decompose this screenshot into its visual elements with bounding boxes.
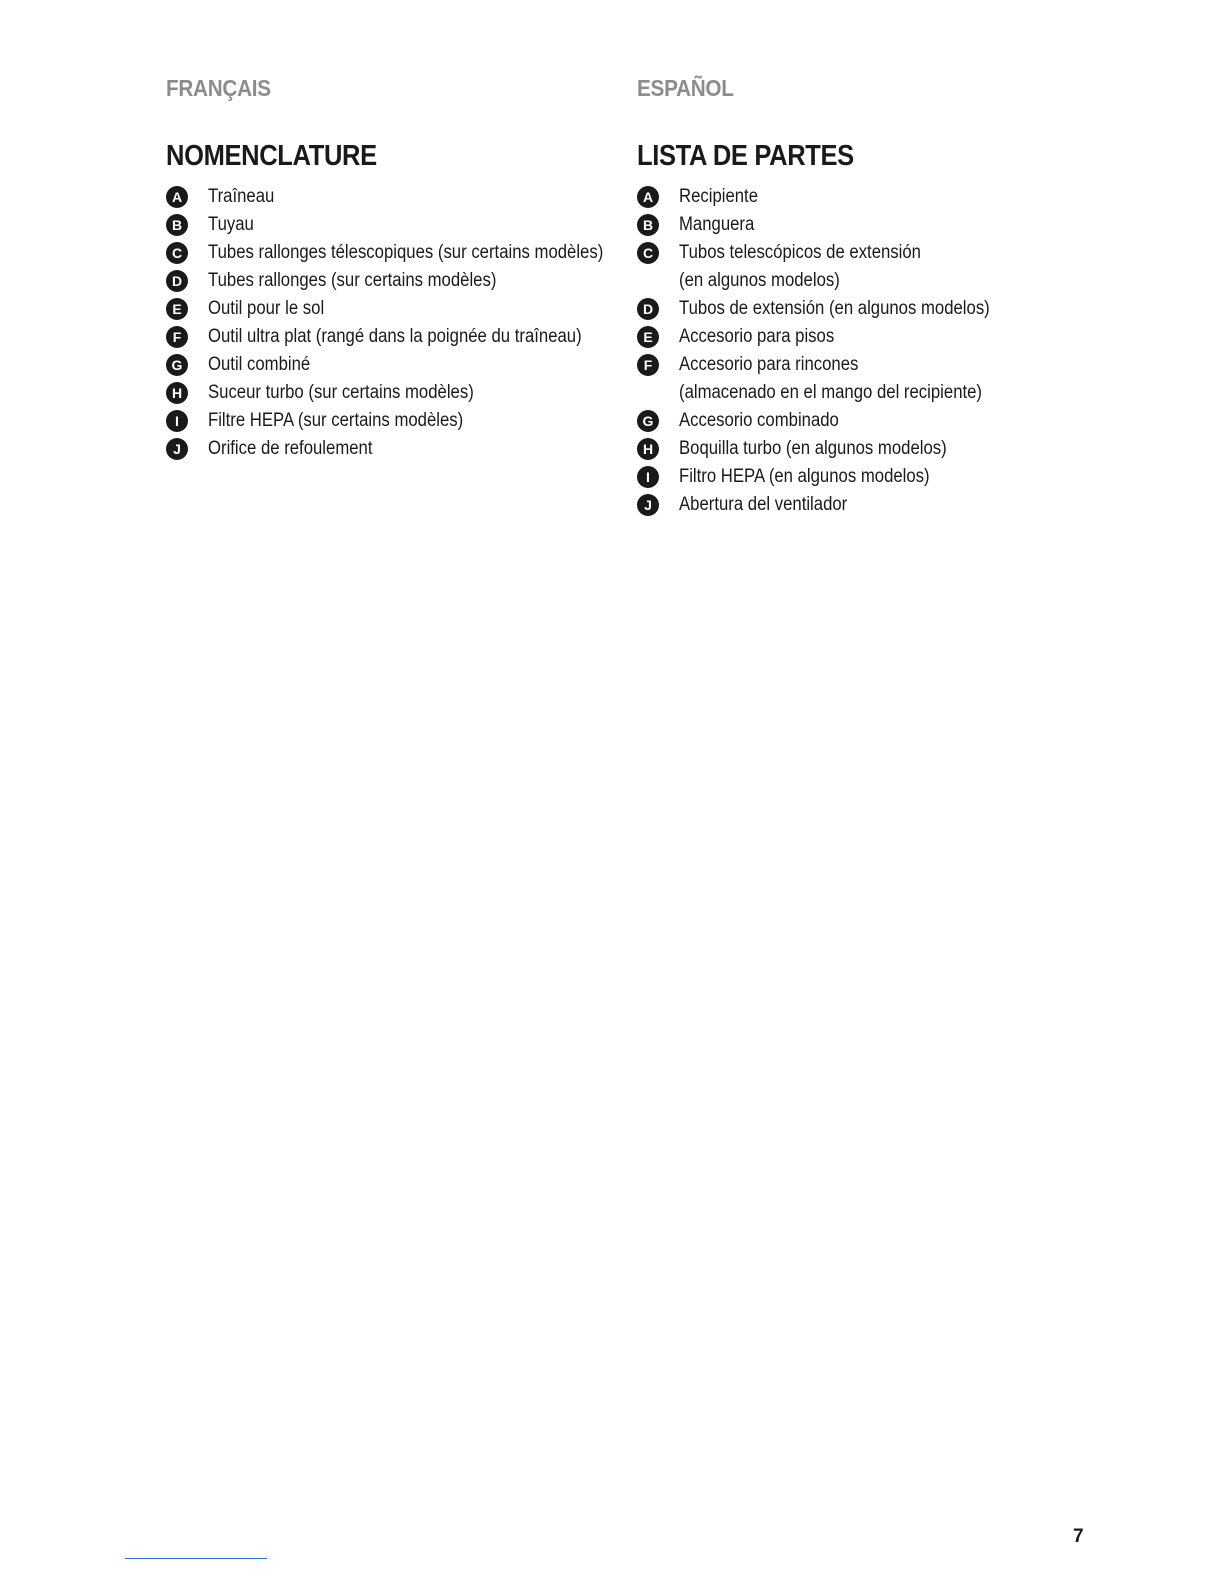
letter-badge-icon: J <box>166 438 188 460</box>
part-item-a <box>637 183 1107 211</box>
part-label-line: Boquilla turbo (en algunos modelos) <box>679 438 947 459</box>
part-label-line: Manguera <box>679 214 755 235</box>
part-label-line: (en algunos modelos) <box>679 270 840 291</box>
letter-badge-icon: I <box>637 466 659 488</box>
letter-badge-icon: G <box>166 354 188 376</box>
language-label-french: FRANÇAIS <box>166 75 271 101</box>
part-item-b <box>637 211 1107 239</box>
part-label-line: Tubos telescópicos de extensión <box>679 242 921 263</box>
part-label <box>208 379 474 407</box>
letter-badge-icon: C <box>166 242 188 264</box>
part-label-line: Filtro HEPA (en algunos modelos) <box>679 466 930 487</box>
part-label-line: Traîneau <box>208 186 275 207</box>
part-label-line: Outil combiné <box>208 354 311 375</box>
french-column <box>166 74 621 463</box>
part-item-j <box>166 435 621 463</box>
part-item-j <box>637 491 1107 519</box>
part-label-line: Orifice de refoulement <box>208 438 373 459</box>
letter-badge-icon: B <box>166 214 188 236</box>
part-label-line: Recipiente <box>679 186 759 207</box>
part-label <box>679 323 834 351</box>
part-label-line: Tubes rallonges (sur certains modèles) <box>208 270 497 291</box>
part-label-line: Accesorio combinado <box>679 410 839 431</box>
part-label <box>679 239 921 295</box>
letter-badge-icon: I <box>166 410 188 432</box>
part-label <box>679 435 947 463</box>
part-label <box>208 183 274 211</box>
part-item-b <box>166 211 621 239</box>
part-label-line: Abertura del ventilador <box>679 494 848 515</box>
part-label-line: Suceur turbo (sur certains modèles) <box>208 382 474 403</box>
part-item-i <box>166 407 621 435</box>
part-label <box>679 351 982 407</box>
page-number: 7 <box>1073 1526 1084 1547</box>
letter-badge-icon: F <box>166 326 188 348</box>
letter-badge-icon: C <box>637 242 659 264</box>
part-label <box>208 323 582 351</box>
part-label <box>679 295 990 323</box>
part-label-line: Tuyau <box>208 214 254 235</box>
part-label <box>208 267 496 295</box>
part-item-h <box>166 379 621 407</box>
spanish-column <box>637 74 1107 519</box>
part-item-f <box>637 351 1107 407</box>
parts-list-spanish <box>637 183 1107 519</box>
letter-badge-icon: E <box>166 298 188 320</box>
part-item-c <box>637 239 1107 295</box>
part-item-c <box>166 239 621 267</box>
letter-badge-icon: B <box>637 214 659 236</box>
part-item-e <box>166 295 621 323</box>
part-label <box>208 211 254 239</box>
letter-badge-icon: G <box>637 410 659 432</box>
letter-badge-icon: F <box>637 354 659 376</box>
part-label <box>679 211 754 239</box>
part-item-d <box>166 267 621 295</box>
part-label-line: Accesorio para pisos <box>679 326 835 347</box>
letter-badge-icon: D <box>637 298 659 320</box>
part-item-a <box>166 183 621 211</box>
part-label-line: Tubes rallonges télescopiques (sur certains modèles) <box>208 242 604 263</box>
part-label <box>208 239 603 267</box>
part-label-line: Filtre HEPA (sur certains modèles) <box>208 410 464 431</box>
section-title-lista-de-partes: LISTA DE PARTES <box>637 140 854 172</box>
part-item-e <box>637 323 1107 351</box>
part-item-g <box>637 407 1107 435</box>
part-label-line: Outil pour le sol <box>208 298 325 319</box>
letter-badge-icon: H <box>166 382 188 404</box>
part-item-h <box>637 435 1107 463</box>
part-item-d <box>637 295 1107 323</box>
section-title-nomenclature: NOMENCLATURE <box>166 140 377 172</box>
part-label <box>208 407 463 435</box>
part-label-line: Accesorio para rincones <box>679 354 859 375</box>
language-label-spanish: ESPAÑOL <box>637 75 734 101</box>
part-label <box>208 295 324 323</box>
part-item-i <box>637 463 1107 491</box>
part-label <box>679 491 847 519</box>
letter-badge-icon: A <box>166 186 188 208</box>
part-label-line: (almacenado en el mango del recipiente) <box>679 382 983 403</box>
part-label <box>208 435 372 463</box>
letter-badge-icon: A <box>637 186 659 208</box>
part-item-f <box>166 323 621 351</box>
part-item-g <box>166 351 621 379</box>
part-label <box>679 183 758 211</box>
part-label-line: Outil ultra plat (rangé dans la poignée du traîneau) <box>208 326 582 347</box>
part-label <box>679 407 839 435</box>
letter-badge-icon: E <box>637 326 659 348</box>
parts-list-french <box>166 183 621 463</box>
letter-badge-icon: J <box>637 494 659 516</box>
part-label <box>679 463 930 491</box>
part-label <box>208 351 310 379</box>
part-label-line: Tubos de extensión (en algunos modelos) <box>679 298 990 319</box>
letter-badge-icon: H <box>637 438 659 460</box>
footer-rule <box>125 1558 267 1559</box>
letter-badge-icon: D <box>166 270 188 292</box>
